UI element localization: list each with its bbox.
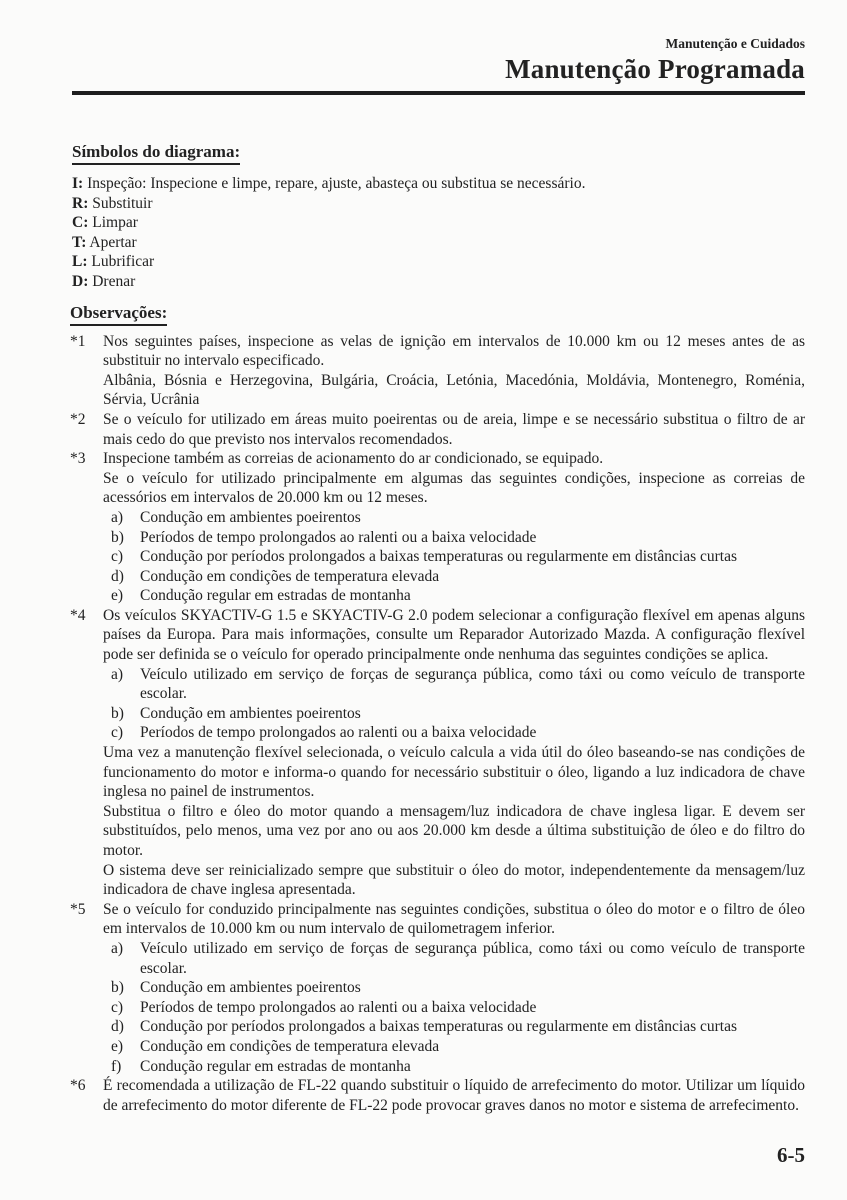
note-paragraph: Nos seguintes países, inspecione as velas de ignição em intervalos de 10.000 km ou 12 meses antes de as substituir no intervalo especificado. [103,332,805,370]
symbol-text: Limpar [92,214,138,232]
condition-text: Condução em ambientes poeirentos [140,979,361,997]
symbol-item [72,252,805,272]
note-item [70,410,805,449]
symbol-item [72,213,805,233]
condition-item [103,998,805,1018]
symbol-key: L: [72,253,88,271]
condition-marker: d) [111,567,124,585]
condition-marker: c) [111,998,124,1016]
notes-heading: Observações: [70,302,167,326]
note-paragraph: O sistema deve ser reinicializado sempre que substituir o óleo do motor, independentemente da mensagem/luz indicadora de chave inglesa apresentada. [103,861,805,899]
symbol-text: Substituir [92,194,153,212]
symbols-heading: Símbolos do diagrama: [72,141,240,165]
condition-item [103,665,805,704]
note-item [70,449,805,606]
note-body [103,1076,805,1115]
condition-item [103,547,805,567]
condition-marker: e) [111,587,124,605]
condition-item [103,723,805,743]
condition-text: Condução por períodos prolongados a baixas temperaturas ou regularmente em distâncias curtas [140,1018,737,1036]
symbol-text: Lubrificar [91,253,155,271]
symbol-text: Drenar [92,272,136,290]
chapter-title: Manutenção e Cuidados [665,36,805,51]
condition-item [103,508,805,528]
note-paragraph: Albânia, Bósnia e Herzegovina, Bulgária, Croácia, Letónia, Macedónia, Moldávia, Montenegro, Roménia, Sérvia, Ucrânia [103,371,805,409]
symbol-key: D: [72,272,89,290]
note-paragraph: Inspecione também as correias de acionamento do ar condicionado, se equipado. [103,450,604,468]
note-item [70,332,805,410]
page-header [72,0,805,95]
symbol-key: C: [72,214,89,232]
note-item [70,606,805,900]
condition-marker: e) [111,1037,124,1055]
page-footer [777,1143,805,1168]
symbol-text: Inspeção: Inspecione e limpe, repare, ajuste, abasteça ou substitua se necessário. [87,175,586,192]
condition-text: Condução em condições de temperatura elevada [140,1037,440,1055]
note-paragraph: É recomendada a utilização de FL-22 quando substituir o líquido de arrefecimento do motor. Utilizar um líquido de arrefecimento do motor diferente de FL-22 pode provocar graves danos no motor e sistema de arrefecimento. [103,1077,805,1114]
note-paragraph: Uma vez a manutenção flexível selecionada, o veículo calcula a vida útil do óleo baseando-se nas condições de funcionamento do motor e informa-o quando for necessário substituir o óleo, ligando a luz indicadora de chave inglesa no painel de instrumentos. [103,744,805,801]
condition-text: Condução regular em estradas de montanha [140,587,411,605]
note-ref: *2 [70,410,86,428]
condition-item [103,567,805,587]
symbol-key: R: [72,194,89,212]
notes-section [70,302,805,1116]
symbol-item [72,174,805,194]
condition-item [103,586,805,606]
note-paragraph: Substitua o filtro e óleo do motor quando a mensagem/luz indicadora de chave inglesa ligar. E devem ser substituídos, pelo menos, uma vez por ano ou aos 20.000 km desde a última substituição de óleo e do filtro do motor. [103,802,805,859]
condition-marker: b) [111,528,124,546]
condition-marker: b) [111,979,124,997]
condition-marker: b) [111,704,124,722]
condition-item [103,978,805,998]
symbol-key: T: [72,233,87,251]
condition-text: Condução em ambientes poeirentos [140,508,361,526]
condition-text: Condução em condições de temperatura elevada [140,567,440,585]
note-item [70,900,805,1076]
note-body [103,900,805,1076]
condition-marker: f) [111,1057,122,1075]
note-body [103,449,805,606]
notes-list [70,332,805,1116]
symbol-item [72,194,805,214]
symbols-list [72,174,805,292]
condition-marker: c) [111,724,124,742]
symbol-key: I: [72,175,84,192]
condition-text: Condução por períodos prolongados a baixas temperaturas ou regularmente em distâncias curtas [140,548,737,566]
condition-text: Períodos de tempo prolongados ao ralenti ou a baixa velocidade [140,998,537,1016]
condition-marker: a) [111,665,124,683]
note-ref: *3 [70,450,86,468]
note-ref: *5 [70,900,86,918]
note-body [103,606,805,900]
condition-item [103,528,805,548]
note-ref: *4 [70,606,86,624]
condition-marker: a) [111,939,124,957]
condition-text: Períodos de tempo prolongados ao ralenti ou a baixa velocidade [140,528,537,546]
symbol-text: Apertar [89,233,137,251]
condition-text: Períodos de tempo prolongados ao ralenti ou a baixa velocidade [140,724,537,742]
condition-item [103,704,805,724]
symbol-item [72,272,805,292]
note-body [103,332,805,410]
note-item [70,1076,805,1115]
condition-marker: a) [111,508,124,526]
condition-text: Veículo utilizado em serviço de forças de segurança pública, como táxi ou como veículo de transporte escolar. [140,665,805,703]
condition-item [103,1017,805,1037]
note-ref: *1 [70,332,86,350]
condition-item [103,1057,805,1077]
header-rule [72,91,805,95]
note-paragraph: Se o veículo for conduzido principalmente nas seguintes condições, substitua o óleo do motor e o filtro de óleo em intervalos de 10.000 km ou num intervalo de quilometragem inferior. [103,900,805,938]
condition-text: Veículo utilizado em serviço de forças de segurança pública, como táxi ou como veículo de transporte escolar. [140,939,805,977]
condition-text: Condução regular em estradas de montanha [140,1057,411,1075]
page-number: 6-5 [777,1143,805,1167]
condition-item [103,939,805,978]
condition-item [103,1037,805,1057]
symbol-item [72,233,805,253]
condition-marker: d) [111,1018,124,1036]
note-body [103,410,805,449]
condition-text: Condução em ambientes poeirentos [140,704,361,722]
condition-marker: c) [111,548,124,566]
symbols-section [72,141,805,292]
note-paragraph: Se o veículo for utilizado principalmente em algumas das seguintes condições, inspecione as correias de acessórios em intervalos de 20.000 km ou 12 meses. [103,469,805,507]
note-paragraph: Os veículos SKYACTIV-G 1.5 e SKYACTIV-G 2.0 podem selecionar a configuração flexível em apenas alguns países da Europa. Para mais informações, consulte um Reparador Autorizado Mazda. A configuração flexível pode ser definida se o veículo for operado principalmente onde nenhuma das seguintes condições se aplica. [103,606,805,664]
page-title: Manutenção Programada [505,54,805,84]
note-ref: *6 [70,1077,86,1095]
note-paragraph: Se o veículo for utilizado em áreas muito poeirentas ou de areia, limpe e se necessário substitua o filtro de ar mais cedo do que previsto nos intervalos recomendados. [103,410,805,448]
